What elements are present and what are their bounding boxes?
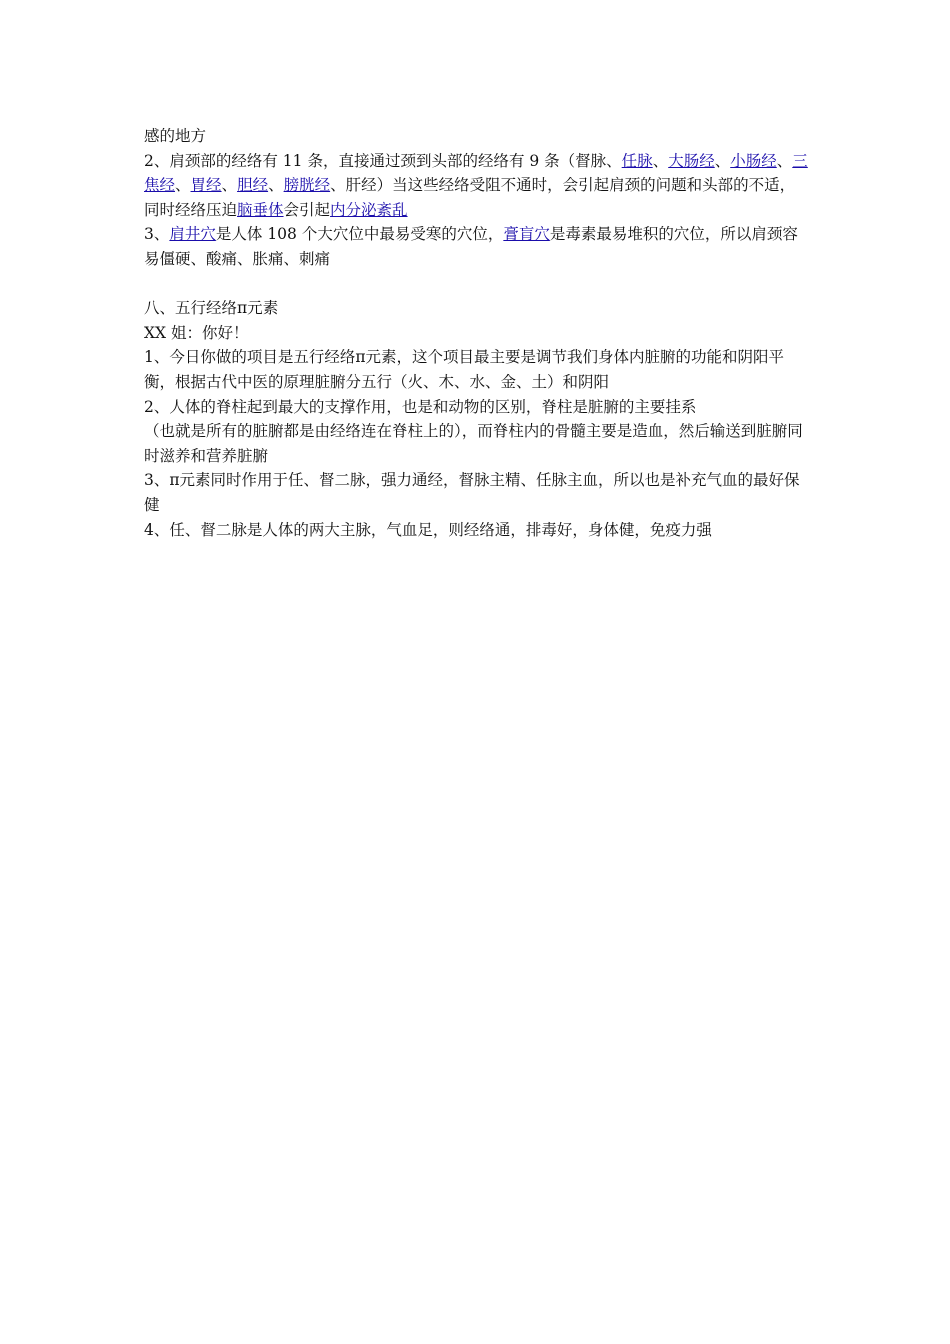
point-3: 3、π元素同时作用于任、督二脉，强力通经，督脉主精、任脉主血，所以也是补充气血的最好保健	[144, 471, 800, 514]
point-2-line-1: 2、人体的脊柱起到最大的支撑作用，也是和动物的区别，脊柱是脏腑的主要挂系	[144, 397, 697, 416]
link-xiaochangjing[interactable]: 小肠经	[730, 151, 777, 170]
point-1: 1、今日你做的项目是五行经络π元素，这个项目最主要是调节我们身体内脏腑的功能和阴阳平衡，根据古代中医的原理脏腑分五行（火、木、水、金、土）和阴阳	[144, 348, 785, 391]
meridian-paragraph	[144, 149, 810, 223]
document-body	[144, 124, 810, 542]
link-jianjingxue[interactable]: 肩井穴	[169, 225, 216, 244]
text-run: 3、	[144, 225, 170, 244]
link-neifenmi[interactable]: 内分泌紊乱	[330, 200, 408, 219]
link-dachangjing[interactable]: 大肠经	[668, 151, 715, 170]
text-run: 、	[175, 176, 191, 195]
text-run: 、	[652, 151, 669, 170]
section-heading: 八、五行经络π元素	[144, 299, 279, 318]
acupoint-paragraph	[144, 222, 810, 271]
text-run: 2、肩颈部的经络有 11 条，直接通过颈到头部的经络有 9 条（督脉、	[144, 151, 622, 170]
link-naochuiti[interactable]: 脑垂体	[237, 200, 284, 219]
text-run: 、	[776, 151, 793, 170]
text-run: 、	[714, 151, 731, 170]
text-run: 、肝经）当这些经络受阻不通时，会引起肩颈的问题和头部的不适，同时经络压迫	[144, 176, 796, 219]
text-run: 是毒素最易堆积的穴位，所以肩颈容易僵硬、酸痛、胀痛、刺痛	[144, 225, 798, 268]
point-2-line-2: （也就是所有的脏腑都是由经络连在脊柱上的），而脊柱内的骨髓主要是造血，然后输送到脏腑同时滋养和营养脏腑	[144, 422, 803, 465]
text-run: 是人体 108 个大穴位中最易受寒的穴位，	[215, 225, 504, 244]
link-renmai[interactable]: 任脉	[621, 151, 653, 170]
continued-text: 感的地方	[144, 127, 207, 145]
text-run: 、	[221, 176, 238, 195]
link-sanjiaojing[interactable]: 三焦经	[144, 151, 808, 195]
link-weijing[interactable]: 胃经	[190, 176, 222, 195]
link-danjing[interactable]: 胆经	[237, 176, 269, 195]
greeting: XX 姐：你好！	[144, 323, 249, 342]
text-run: 会引起	[283, 200, 331, 219]
link-gaohuangxue[interactable]: 膏肓穴	[503, 225, 550, 244]
point-4: 4、任、督二脉是人体的两大主脉，气血足，则经络通，排毒好，身体健，免疫力强	[144, 520, 712, 539]
text-run: 、	[268, 176, 284, 195]
link-pangguangjing[interactable]: 膀胱经	[283, 176, 331, 195]
blank-line	[144, 272, 810, 297]
